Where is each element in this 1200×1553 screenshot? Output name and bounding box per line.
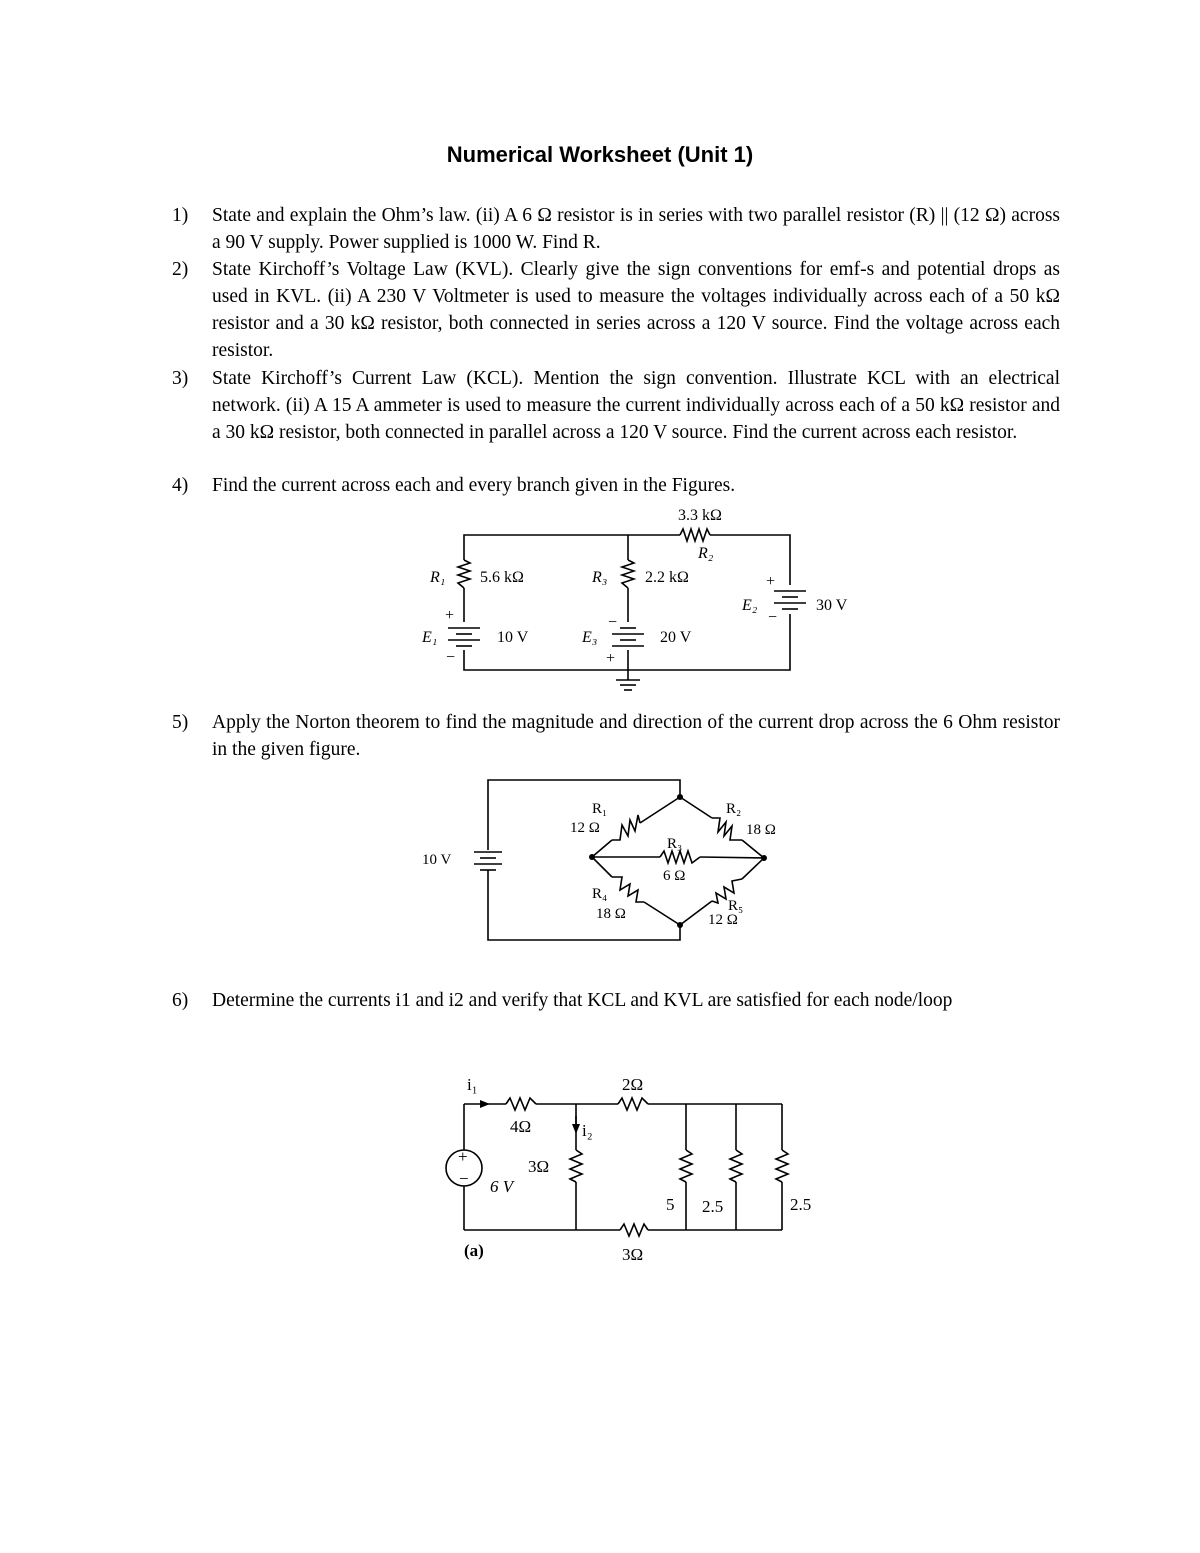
resistor-r3 [660, 851, 700, 863]
label-e1-minus: − [446, 649, 456, 666]
page-title: Numerical Worksheet (Unit 1) [446, 142, 754, 167]
label-source: 6 V [490, 1177, 514, 1196]
label-e3-plus: + [606, 650, 616, 667]
resistor-r2 [712, 818, 742, 840]
label-r2-value: 18 Ω [746, 822, 776, 838]
label-r-2-5a: 2.5 [702, 1197, 724, 1216]
label-e1: E₁ [422, 629, 438, 646]
question-text: Determine the currents i1 and i2 and verify that KCL and KVL are satisfied for each node/loop [212, 990, 953, 1011]
resistor-5ohm [680, 1150, 692, 1182]
label-r4: R₄ [592, 886, 608, 902]
label-r3: R₃ [667, 836, 683, 852]
label-e2-minus: − [768, 609, 778, 626]
label-e1-value: 10 V [497, 629, 529, 646]
resistor-r4 [612, 877, 644, 902]
label-r5-value: 12 Ω [708, 912, 738, 928]
question-text: Find the current across each and every branch given in the Figures. [212, 475, 736, 496]
label-r-2ohm: 2Ω [622, 1075, 644, 1094]
figure-4-circuit [0, 500, 1200, 700]
label-i2: i₂ [582, 1121, 593, 1140]
label-r3: R₃ [592, 569, 608, 586]
label-r-4ohm: 4Ω [510, 1117, 532, 1136]
label-r1-value: 5.6 kΩ [480, 569, 524, 586]
question-1 [172, 202, 1060, 256]
label-r2: R₂ [726, 801, 742, 817]
battery-source [474, 852, 502, 870]
question-4 [172, 472, 1060, 499]
resistor-2ohm [618, 1098, 648, 1110]
question-6 [172, 987, 1060, 1014]
current-arrow-i1 [480, 1100, 490, 1108]
question-text: State Kirchoff’s Voltage Law (KVL). Clearly give the sign conventions for emf-s and potential drops as used in KVL. (ii) A 230 V Voltmeter is used to measure the voltages individually across each of a 50 kΩ resistor and a 30 kΩ resistor, both connected in series across a 120 V source. Find the voltage across each resistor. [212, 259, 1060, 361]
label-r1-value: 12 Ω [570, 820, 600, 836]
question-number: 3) [172, 368, 189, 389]
label-source-plus: + [458, 1147, 468, 1166]
resistor-3ohm-bottom [620, 1224, 648, 1236]
resistor-3ohm [570, 1150, 582, 1182]
label-e2: E₂ [742, 597, 758, 614]
ground-symbol [616, 680, 640, 690]
label-source-minus: − [459, 1169, 469, 1188]
label-r-3ohm-bottom: 3Ω [622, 1245, 644, 1264]
question-number: 2) [172, 259, 189, 280]
label-e3-value: 20 V [660, 629, 692, 646]
label-r-5: 5 [666, 1195, 675, 1214]
label-e2-plus: + [766, 573, 776, 590]
question-number: 5) [172, 712, 189, 733]
figure-caption: (a) [464, 1241, 484, 1260]
label-r3-value: 2.2 kΩ [645, 569, 689, 586]
resistor-4ohm [506, 1098, 536, 1110]
resistor-r2 [680, 529, 710, 541]
label-r3-value: 6 Ω [663, 868, 686, 884]
question-text: State Kirchoff’s Current Law (KCL). Mention the sign convention. Illustrate KCL with an electrical network. (ii) A 15 A ammeter is used to measure the current individually across each of a 50 kΩ resistor and a 30 kΩ resistor, both connected in parallel across a 120 V source. Find the current across each resistor. [212, 368, 1060, 443]
label-e3-minus: − [608, 614, 618, 631]
question-number: 1) [172, 205, 189, 226]
label-i1: i₁ [467, 1075, 478, 1094]
label-e2-value: 30 V [816, 597, 848, 614]
question-text: State and explain the Ohm’s law. (ii) A 6 Ω resistor is in series with two parallel resistor (R) || (12 Ω) across a 90 V supply. Power supplied is 1000 W. Find R. [212, 205, 1060, 253]
label-r-2-5b: 2.5 [790, 1195, 812, 1214]
resistor-r3 [622, 560, 634, 588]
label-r1: R₁ [592, 801, 608, 817]
battery-e1 [448, 628, 480, 646]
label-e3: E₃ [582, 629, 598, 646]
question-text: Apply the Norton theorem to find the magnitude and direction of the current drop across the 6 Ohm resistor in the given figure. [212, 712, 1060, 760]
current-arrow-i2 [572, 1124, 580, 1134]
figure-6-circuit [0, 1065, 1200, 1275]
label-r1: R₁ [430, 569, 446, 586]
resistor-r1 [612, 815, 640, 840]
resistor-2-5ohm-b [776, 1150, 788, 1182]
figure-5-circuit [0, 770, 1200, 950]
resistor-2-5ohm-a [730, 1150, 742, 1182]
label-r4-value: 18 Ω [596, 906, 626, 922]
label-source: 10 V [422, 852, 452, 868]
resistor-r1 [458, 560, 470, 588]
label-r2-value: 3.3 kΩ [678, 507, 722, 524]
label-r-3ohm: 3Ω [528, 1157, 550, 1176]
question-5 [172, 709, 1060, 763]
question-2 [172, 256, 1060, 364]
label-e1-plus: + [445, 607, 455, 624]
question-3 [172, 365, 1060, 446]
battery-e2 [774, 591, 806, 609]
label-r5: R₅ [728, 898, 744, 914]
label-r2: R₂ [698, 545, 714, 562]
question-number: 4) [172, 475, 189, 496]
question-number: 6) [172, 990, 189, 1011]
